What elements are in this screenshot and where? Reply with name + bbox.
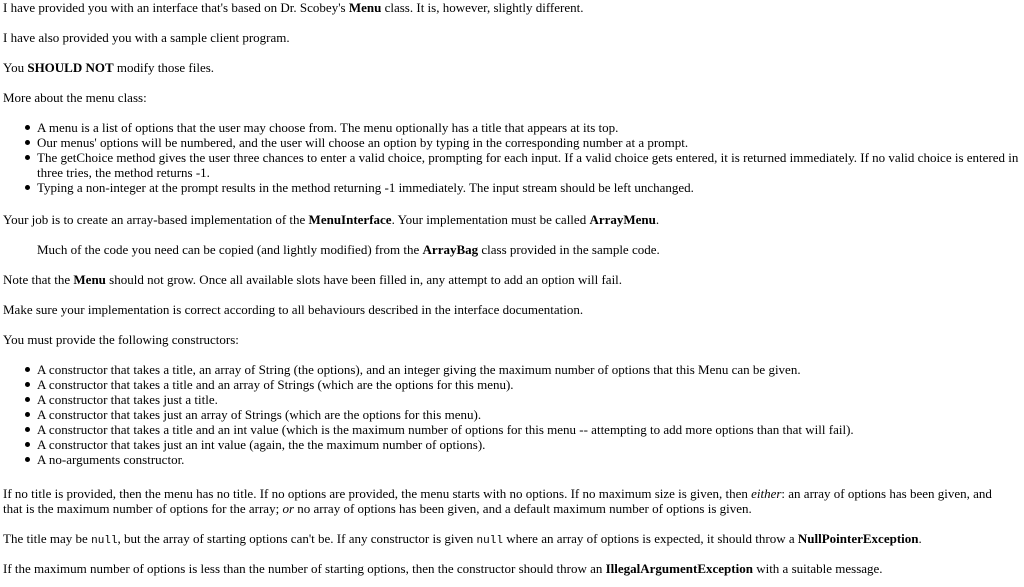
client-program-paragraph: I have also provided you with a sample client program. xyxy=(3,30,290,45)
text-run: You xyxy=(3,60,28,75)
text-run: Note that the xyxy=(3,272,74,287)
illegal-argument-exception-name: IllegalArgumentException xyxy=(605,561,753,576)
text-run: If no title is provided, then the menu has no title. If no options are provided, the menu starts with no options. If no maximum size is given, then xyxy=(3,486,752,501)
list-item: Typing a non-integer at the prompt results in the method returning -1 immediately. The input stream should be left unchanged. xyxy=(37,180,1024,195)
constructors-heading: You must provide the following constructors: xyxy=(3,332,239,347)
text-run: should not grow. Once all available slots have been filled in, any attempt to add an option will fail. xyxy=(105,272,623,287)
array-bag-name: ArrayBag xyxy=(422,242,479,257)
list-item: A constructor that takes a title, an array of String (the options), and an integer giving the maximum number of options that this Menu can be given. xyxy=(37,362,1024,377)
menu-class-list xyxy=(3,120,1024,195)
text-run: with a suitable message. xyxy=(752,561,883,576)
menu-interface-name: MenuInterface xyxy=(308,212,392,227)
text-run: : an array of options has been given, and that is the maximum number of options for the array; xyxy=(3,486,992,516)
list-item: A no-arguments constructor. xyxy=(37,452,1024,467)
defaults-paragraph xyxy=(3,486,1024,516)
null-code: null xyxy=(91,535,118,547)
should-not-emphasis: SHOULD NOT xyxy=(27,60,114,75)
illegal-argument-paragraph xyxy=(3,561,1024,576)
intro-paragraph xyxy=(3,0,1024,15)
text-run: The title may be xyxy=(3,531,92,546)
text-run: I have provided you with an interface that's based on Dr. Scobey's xyxy=(3,0,349,15)
text-run: where an array of options is expected, it should throw a xyxy=(502,531,798,546)
list-item: A constructor that takes a title and an array of Strings (which are the options for this menu). xyxy=(37,377,1024,392)
menu-class-name: Menu xyxy=(73,272,106,287)
menu-class-heading: More about the menu class: xyxy=(3,90,147,105)
list-item: A menu is a list of options that the user may choose from. The menu optionally has a title that appears at its top. xyxy=(37,120,1024,135)
list-item: A constructor that takes just a title. xyxy=(37,392,1024,407)
null-paragraph xyxy=(3,531,1024,549)
null-code: null xyxy=(476,535,503,547)
correctness-paragraph: Make sure your implementation is correct according to all behaviours described in the interface documentation. xyxy=(3,302,584,317)
menu-class-name: Menu xyxy=(348,0,382,15)
text-run: If the maximum number of options is less than the number of starting options, then the constructor should throw an xyxy=(3,561,606,576)
text-run: Your job is to create an array-based implementation of the xyxy=(3,212,309,227)
text-run: , but the array of starting options can't be. If any constructor is given xyxy=(117,531,477,546)
text-run: . Your implementation must be called xyxy=(391,212,590,227)
arraybag-paragraph xyxy=(3,242,1024,257)
text-run: class. It is, however, slightly different. xyxy=(381,0,584,15)
job-paragraph xyxy=(3,212,1024,227)
array-menu-name: ArrayMenu xyxy=(589,212,656,227)
or-emphasis: or xyxy=(282,501,294,516)
text-run: . xyxy=(918,531,922,546)
no-grow-paragraph xyxy=(3,272,1024,287)
list-item: A constructor that takes a title and an int value (which is the maximum number of options for this menu -- attempting to add more options than that will fail). xyxy=(37,422,1024,437)
list-item: The getChoice method gives the user three chances to enter a valid choice, prompting for each input. If a valid choice gets entered, it is returned immediately. If no valid choice is entered in three tries, the method returns -1. xyxy=(37,150,1024,180)
constructors-list xyxy=(3,362,1024,467)
list-item: A constructor that takes just an array of Strings (which are the options for this menu). xyxy=(37,407,1024,422)
list-item: A constructor that takes just an int value (again, the the maximum number of options). xyxy=(37,437,1024,452)
text-run: class provided in the sample code. xyxy=(478,242,660,257)
either-emphasis: either xyxy=(751,486,782,501)
list-item: Our menus' options will be numbered, and the user will choose an option by typing in the corresponding number at a prompt. xyxy=(37,135,1024,150)
null-pointer-exception-name: NullPointerException xyxy=(797,531,919,546)
text-run: modify those files. xyxy=(113,60,215,75)
text-run: Much of the code you need can be copied (and lightly modified) from the xyxy=(37,242,423,257)
text-run: . xyxy=(655,212,660,227)
no-modify-paragraph xyxy=(3,60,1024,75)
text-run: no array of options has been given, and a default maximum number of options is given. xyxy=(294,501,752,516)
